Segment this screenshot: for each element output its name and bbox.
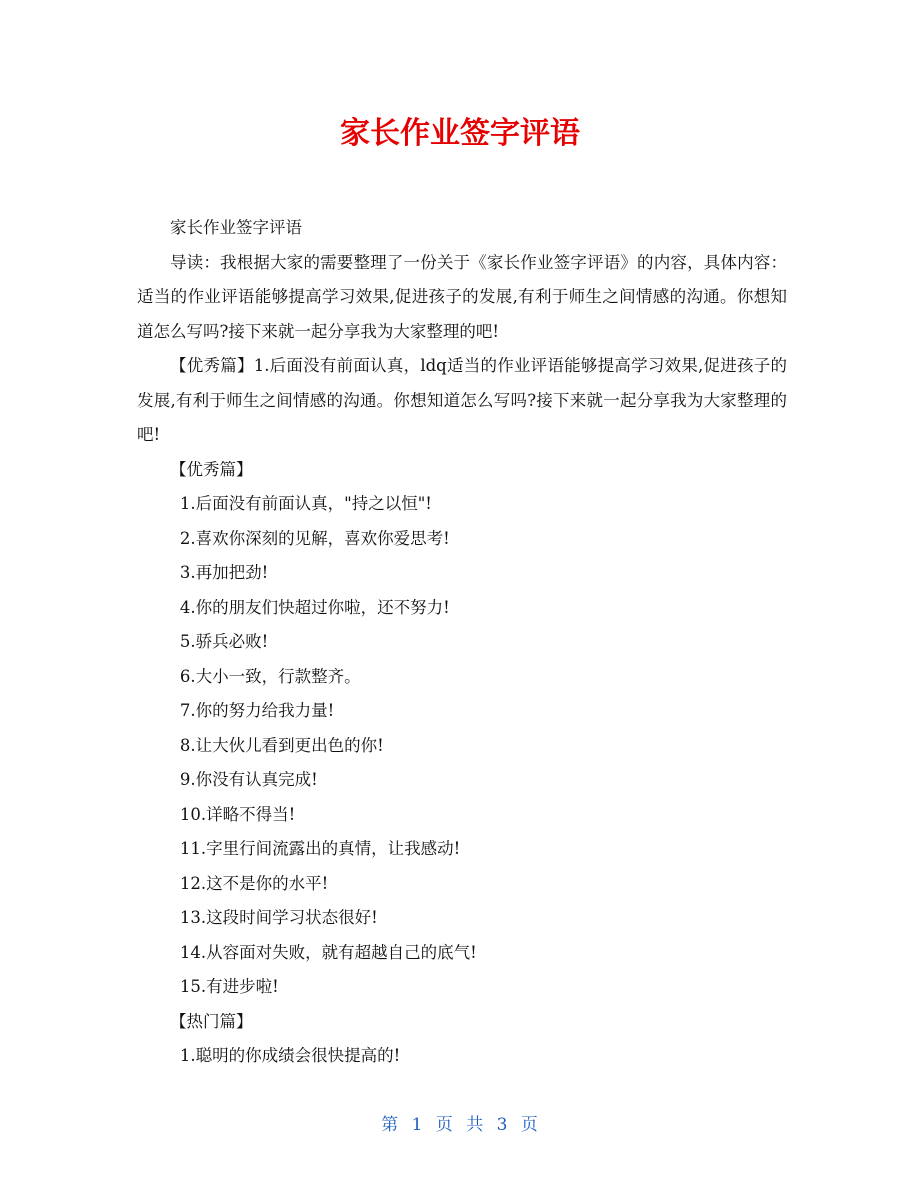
list-item: 1.聪明的你成绩会很快提高的!	[179, 1046, 401, 1065]
document-body	[137, 211, 787, 1074]
list-item: 14.从容面对失败，就有超越自己的底气!	[179, 942, 477, 962]
page-number-footer: 第 1 页 共 3 页	[381, 1115, 539, 1135]
list-item: 4.你的朋友们快超过你啦，还不努力!	[179, 597, 450, 617]
list-item: 15.有进步啦!	[179, 977, 279, 996]
list-item: 6.大小一致，行款整齐。	[179, 666, 361, 686]
intro-paragraph: 导读：我根据大家的需要整理了一份关于《家长作业签字评语》的内容，具体内容：适当的作业评语能够提高学习效果,促进孩子的发展,有利于师生之间情感的沟通。你想知道怎么写吗?接下来就一起分享我为大家整理的吧!	[137, 252, 787, 341]
excellent-intro-paragraph: 【优秀篇】1.后面没有前面认真，ldq适当的作业评语能够提高学习效果,促进孩子的发展,有利于师生之间情感的沟通。你想知道怎么写吗?接下来就一起分享我为大家整理的吧!	[137, 356, 787, 444]
section-heading-hot: 【热门篇】	[170, 1011, 253, 1031]
list-item: 8.让大伙儿看到更出色的你!	[179, 735, 384, 755]
list-item: 5.骄兵必败!	[179, 632, 269, 651]
document-title: 家长作业签字评语	[340, 116, 580, 151]
list-item: 2.喜欢你深刻的见解，喜欢你爱思考!	[179, 528, 450, 548]
list-item: 1.后面没有前面认真，"持之以恒"!	[179, 494, 432, 513]
list-item: 12.这不是你的水平!	[179, 873, 329, 893]
list-item: 9.你没有认真完成!	[179, 770, 318, 789]
list-item: 3.再加把劲!	[179, 563, 269, 582]
list-item: 7.你的努力给我力量!	[179, 701, 335, 720]
list-item: 10.详略不得当!	[179, 804, 296, 824]
section-heading-excellent: 【优秀篇】	[170, 459, 253, 479]
list-item: 11.字里行间流露出的真情，让我感动!	[179, 839, 461, 858]
subtitle-paragraph: 家长作业签字评语	[170, 218, 302, 237]
list-item: 13.这段时间学习状态很好!	[179, 908, 378, 927]
